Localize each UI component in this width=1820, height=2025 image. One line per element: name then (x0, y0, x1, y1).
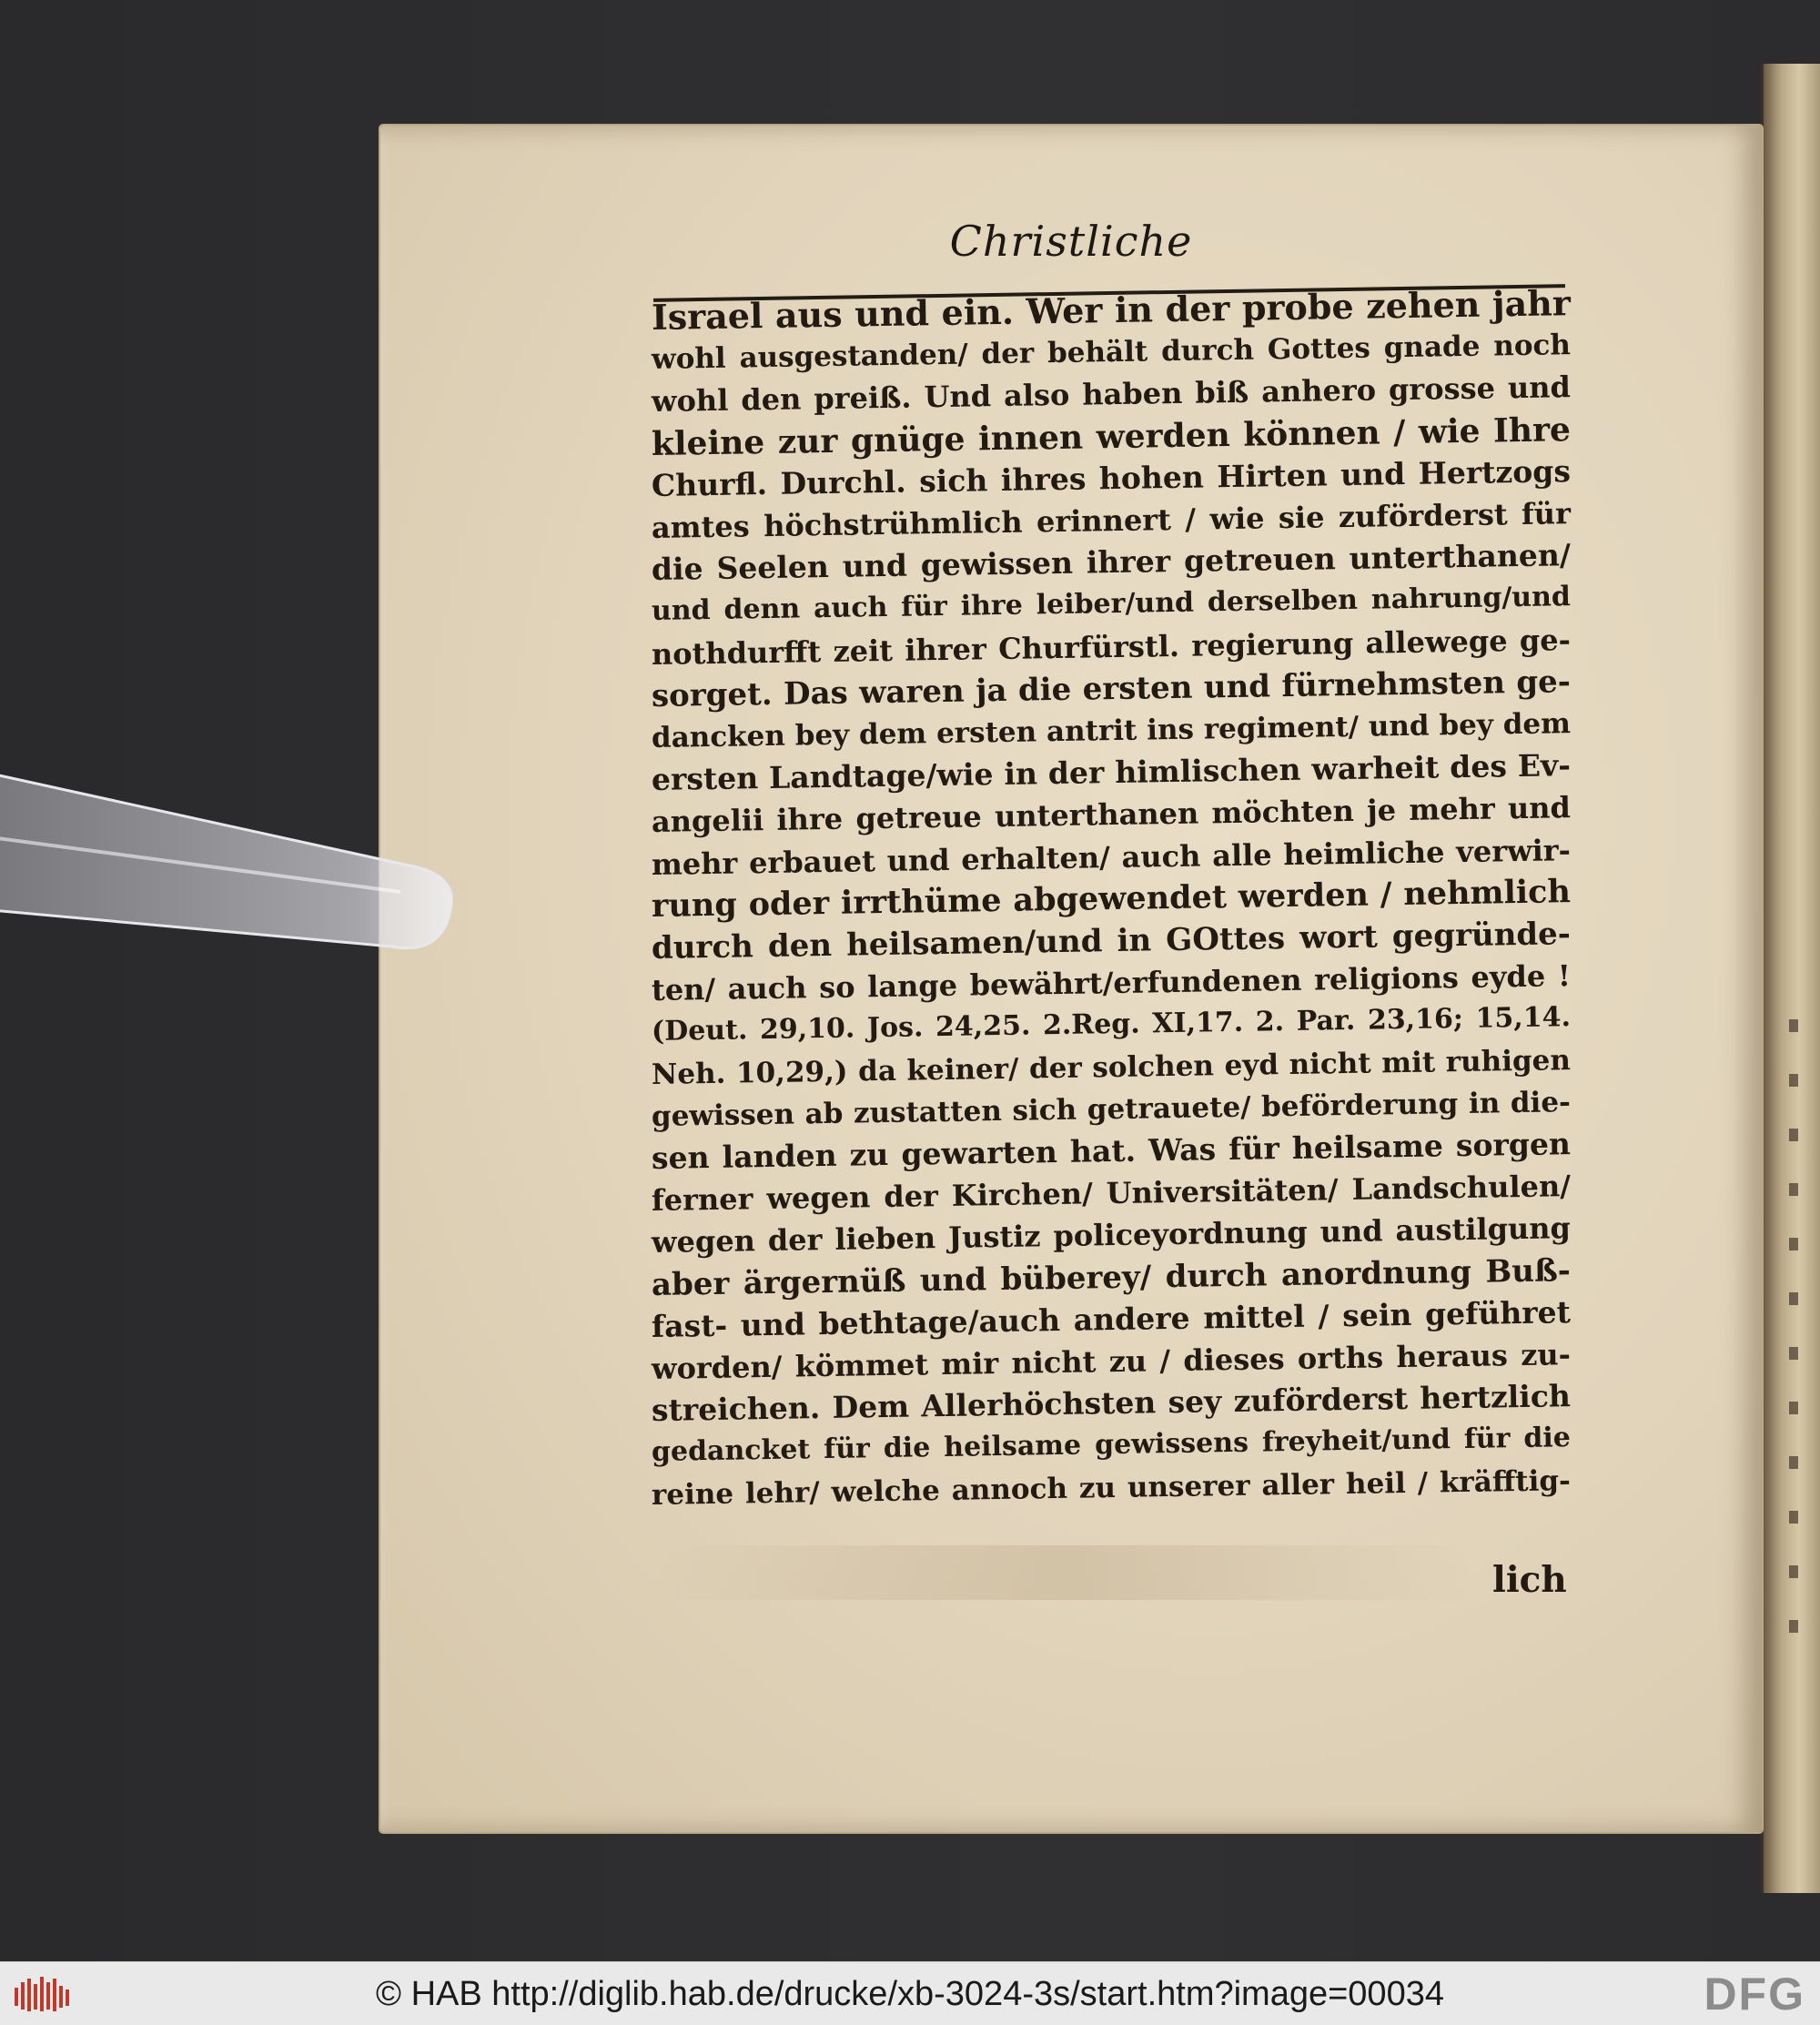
page-weight-pointer (0, 774, 464, 965)
text-line: Neh. 10,29,) da keiner/ der solchen eyd nicht mit ruhigen (651, 1043, 1572, 1091)
text-line: dancken bey dem ersten antrit ins regiment/ und bey dem (651, 707, 1572, 755)
copyright-url: © HAB http://diglib.hab.de/drucke/xb-3024-3s/start.htm?image=00034 (376, 1975, 1444, 2013)
text-line: wohl ausgestanden/ der behält durch Gottes gnade noch (651, 329, 1572, 377)
text-line: nothdurfft zeit ihrer Churfürstl. regierung allewege ge- (651, 622, 1572, 672)
adjacent-page-print-bleed (1789, 1019, 1798, 1656)
text-line: reine lehr/ welche annoch zu unserer aller heil / kräfftig- (651, 1463, 1572, 1512)
dfg-logo: DFG (1704, 1969, 1805, 2020)
text-line: wegen der lieben Justiz policeyordnung und austilgung (651, 1210, 1572, 1261)
text-line: sorget. Das waren ja die ersten und fürnehmsten ge- (651, 663, 1572, 714)
text-line: fast- und bethtage/auch andere mittel / sein geführet (651, 1294, 1572, 1344)
show-through-bleed (653, 1545, 1472, 1600)
text-line: kleine zur gnüge innen werden können / wie Ihre (651, 410, 1572, 463)
text-line: die Seelen und gewissen ihrer getreuen unterthanen/ (651, 537, 1572, 588)
text-line: ferner wegen der Kirchen/ Universitäten/ Landschulen/ (651, 1169, 1572, 1219)
text-line: aber ärgernüß und büberey/ durch anordnung Buß- (651, 1251, 1572, 1303)
text-line: gedancket für die heilsame gewissens freyheit/und für die (651, 1422, 1572, 1469)
text-line: angelii ihre getreue unterthanen möchten je mehr und (651, 790, 1572, 840)
text-line: rung oder irrthüme abgewendet werden / nehmlich (651, 872, 1572, 925)
text-line: ten/ auch so lange bewährt/erfundenen religions eyde ! (651, 958, 1572, 1008)
body-text (651, 282, 1572, 1516)
text-line: Churfl. Durchl. sich ihres hohen Hirten und Hertzogs (651, 452, 1572, 503)
running-head: Christliche (949, 217, 1193, 266)
book-page (380, 126, 1762, 1832)
text-line: sen landen zu gewarten hat. Was für heilsame sorgen (651, 1126, 1572, 1177)
text-line: worden/ kömmet mir nicht zu / dieses orths heraus zu- (651, 1337, 1572, 1387)
text-line: wohl den preiß. Und also haben biß anhero grosse und (651, 370, 1572, 420)
text-line: gewissen ab zustatten sich getrauete/ beförderung in die- (651, 1085, 1572, 1133)
adjacent-page-edge (1761, 64, 1820, 1893)
text-line: streichen. Dem Allerhöchsten sey zuförderst hertzlich (651, 1378, 1572, 1429)
text-line: Israel aus und ein. Wer in der probe zehen jahr (651, 282, 1572, 338)
text-line: mehr erbauet und erhalten/ auch alle heimliche verwir- (651, 832, 1572, 882)
catchword: lich (1492, 1559, 1567, 1601)
text-line: durch den heilsamen/und in GOttes wort gegründe- (651, 916, 1572, 967)
text-line: amtes höchstrühmlich erinnert / wie sie zuförderst für (651, 496, 1572, 546)
text-line: ersten Landtage/wie in der himlischen warheit des Ev- (651, 747, 1572, 798)
footer-bar (0, 1961, 1820, 2025)
text-line: (Deut. 29,10. Jos. 24,25. 2.Reg. XI,17. 2. Par. 23,16; 15,14. (651, 1001, 1572, 1048)
text-line: und denn auch für ihre leiber/und derselben nahrung/und (651, 581, 1572, 628)
